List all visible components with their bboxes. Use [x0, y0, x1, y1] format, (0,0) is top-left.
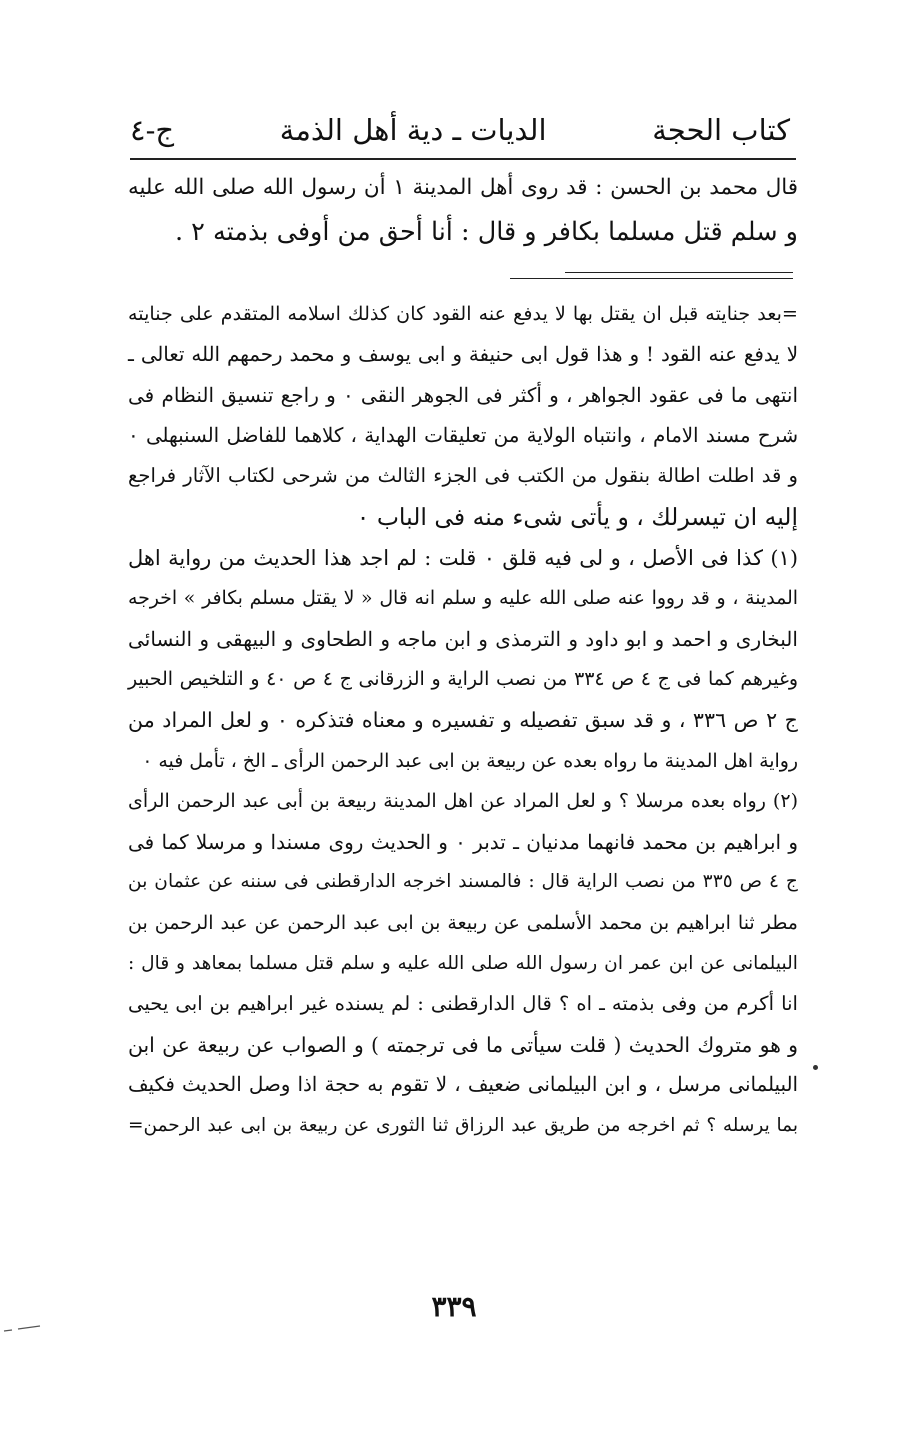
footnote-line: (٢) رواه بعده مرسلا ؟ و لعل المراد عن اهل المدينة ربيعة بن أبى عبد الرحمن الرأى	[128, 790, 798, 813]
footnote-line: البيلمانى عن ابن عمر ان رسول الله صلى الله عليه و سلم قتل مسلما بمعاهد و قال :	[128, 952, 798, 974]
main-text	[128, 166, 798, 254]
volume-number: ج-٤	[130, 113, 175, 147]
footnote-line: إليه ان تيسرلك ، و يأتى شىء منه فى الباب ٠	[356, 502, 798, 531]
footnote-line: ج ٢ ص ٣٣٦ ، و قد سبق تفصيله و تفسيره و معناه فتذكره ٠ و لعل المراد من	[128, 707, 798, 732]
scan-mark	[2, 1325, 42, 1333]
footnote-line: انا أكرم من وفى بذمته ـ اه ؟ قال الدارقطنى : لم يسنده غير ابراهيم بن ابى يحيى	[128, 992, 798, 1016]
main-line: و سلم قتل مسلما بكافر و قال : أنا أحق من أوفى بذمته ٢ .	[174, 217, 798, 247]
footnote-line: مطر ثنا ابراهيم بن محمد الأسلمى عن ربيعة بن ابى عبد الرحمن عن عبد الرحمن بن	[128, 911, 798, 934]
footnote-rule	[510, 278, 793, 279]
footnote-line: و قد اطلت اطالة بنقول من الكتب فى الجزء الثالث من شرحى لكتاب الآثار فراجع	[128, 464, 798, 488]
footnote-line: (١) كذا فى الأصل ، و لى فيه قلق ٠ قلت : لم اجد هذا الحديث من رواية اهل	[128, 545, 798, 570]
footnote-line: بما يرسله ؟ ثم اخرجه من طريق عبد الرزاق ثنا الثورى عن ربيعة بن ابى عبد الرحمن=	[128, 1114, 798, 1136]
header-rule	[130, 158, 796, 160]
footnote-line: شرح مسند الامام ، وانتباه الولاية من تعليقات الهداية ، كلاهما للفاضل السنبهلى ٠	[128, 423, 798, 447]
footnote-line: وغيرهم كما فى ج ٤ ص ٣٣٤ من نصب الراية و الزرقانى ج ٤ ص ٤٠ و التلخيص الحبير	[128, 668, 798, 691]
footnote-line: انتهى ما فى عقود الجواهر ، و أكثر فى الجوهر النقى ٠ و راجع تنسيق النظام فى	[128, 383, 798, 408]
chapter-title: الديات ـ دية أهل الذمة	[279, 113, 547, 147]
footnote-line: رواية اهل المدينة ما رواه بعده عن ربيعة بن ابى عبد الرحمن الرأى ـ الخ ، تأمل فيه ٠	[142, 749, 798, 772]
footnote-line: المدينة ، و قد رووا عنه صلى الله عليه و سلم انه قال « لا يقتل مسلم بكافر » اخرجه	[128, 587, 798, 610]
footnote-line: لا يدفع عنه القود ! و هذا قول ابى حنيفة و ابى يوسف و محمد رحمهم الله تعالى ـ	[128, 342, 798, 366]
running-header	[130, 108, 790, 152]
page-number: ٣٣٩	[431, 1290, 477, 1323]
main-line: قال محمد بن الحسن : قد روى أهل المدينة ١ أن رسول الله صلى الله عليه	[128, 175, 798, 200]
footnote-line: ج ٤ ص ٣٣٥ من نصب الراية قال : فالمسند اخرجه الدارقطنى فى سننه عن عثمان بن	[128, 871, 798, 893]
footnote-line: البيلمانى مرسل ، و ابن البيلمانى ضعيف ، لا تقوم به حجة اذا وصل الحديث فكيف	[128, 1073, 798, 1097]
footnote-rule	[565, 272, 793, 273]
footnotes	[128, 294, 798, 1146]
footnote-line: =بعد جنايته قبل ان يقتل بها لا يدفع عنه القود كان كذلك اسلامه المتقدم على جنايته	[128, 302, 798, 325]
margin-dot	[813, 1065, 818, 1070]
footnote-line: البخارى و احمد و ابو داود و الترمذى و ابن ماجه و الطحاوى و البيهقى و النسائى	[128, 626, 798, 651]
footnote-line: و ابراهيم بن محمد فانهما مدنيان ـ تدبر ٠ و الحديث روى مسندا و مرسلا كما فى	[128, 829, 798, 854]
footnote-line: و هو متروك الحديث ( قلت سيأتى ما فى ترجمته ) و الصواب عن ربيعة عن ابن	[128, 1032, 798, 1057]
book-title: كتاب الحجة	[652, 113, 790, 147]
